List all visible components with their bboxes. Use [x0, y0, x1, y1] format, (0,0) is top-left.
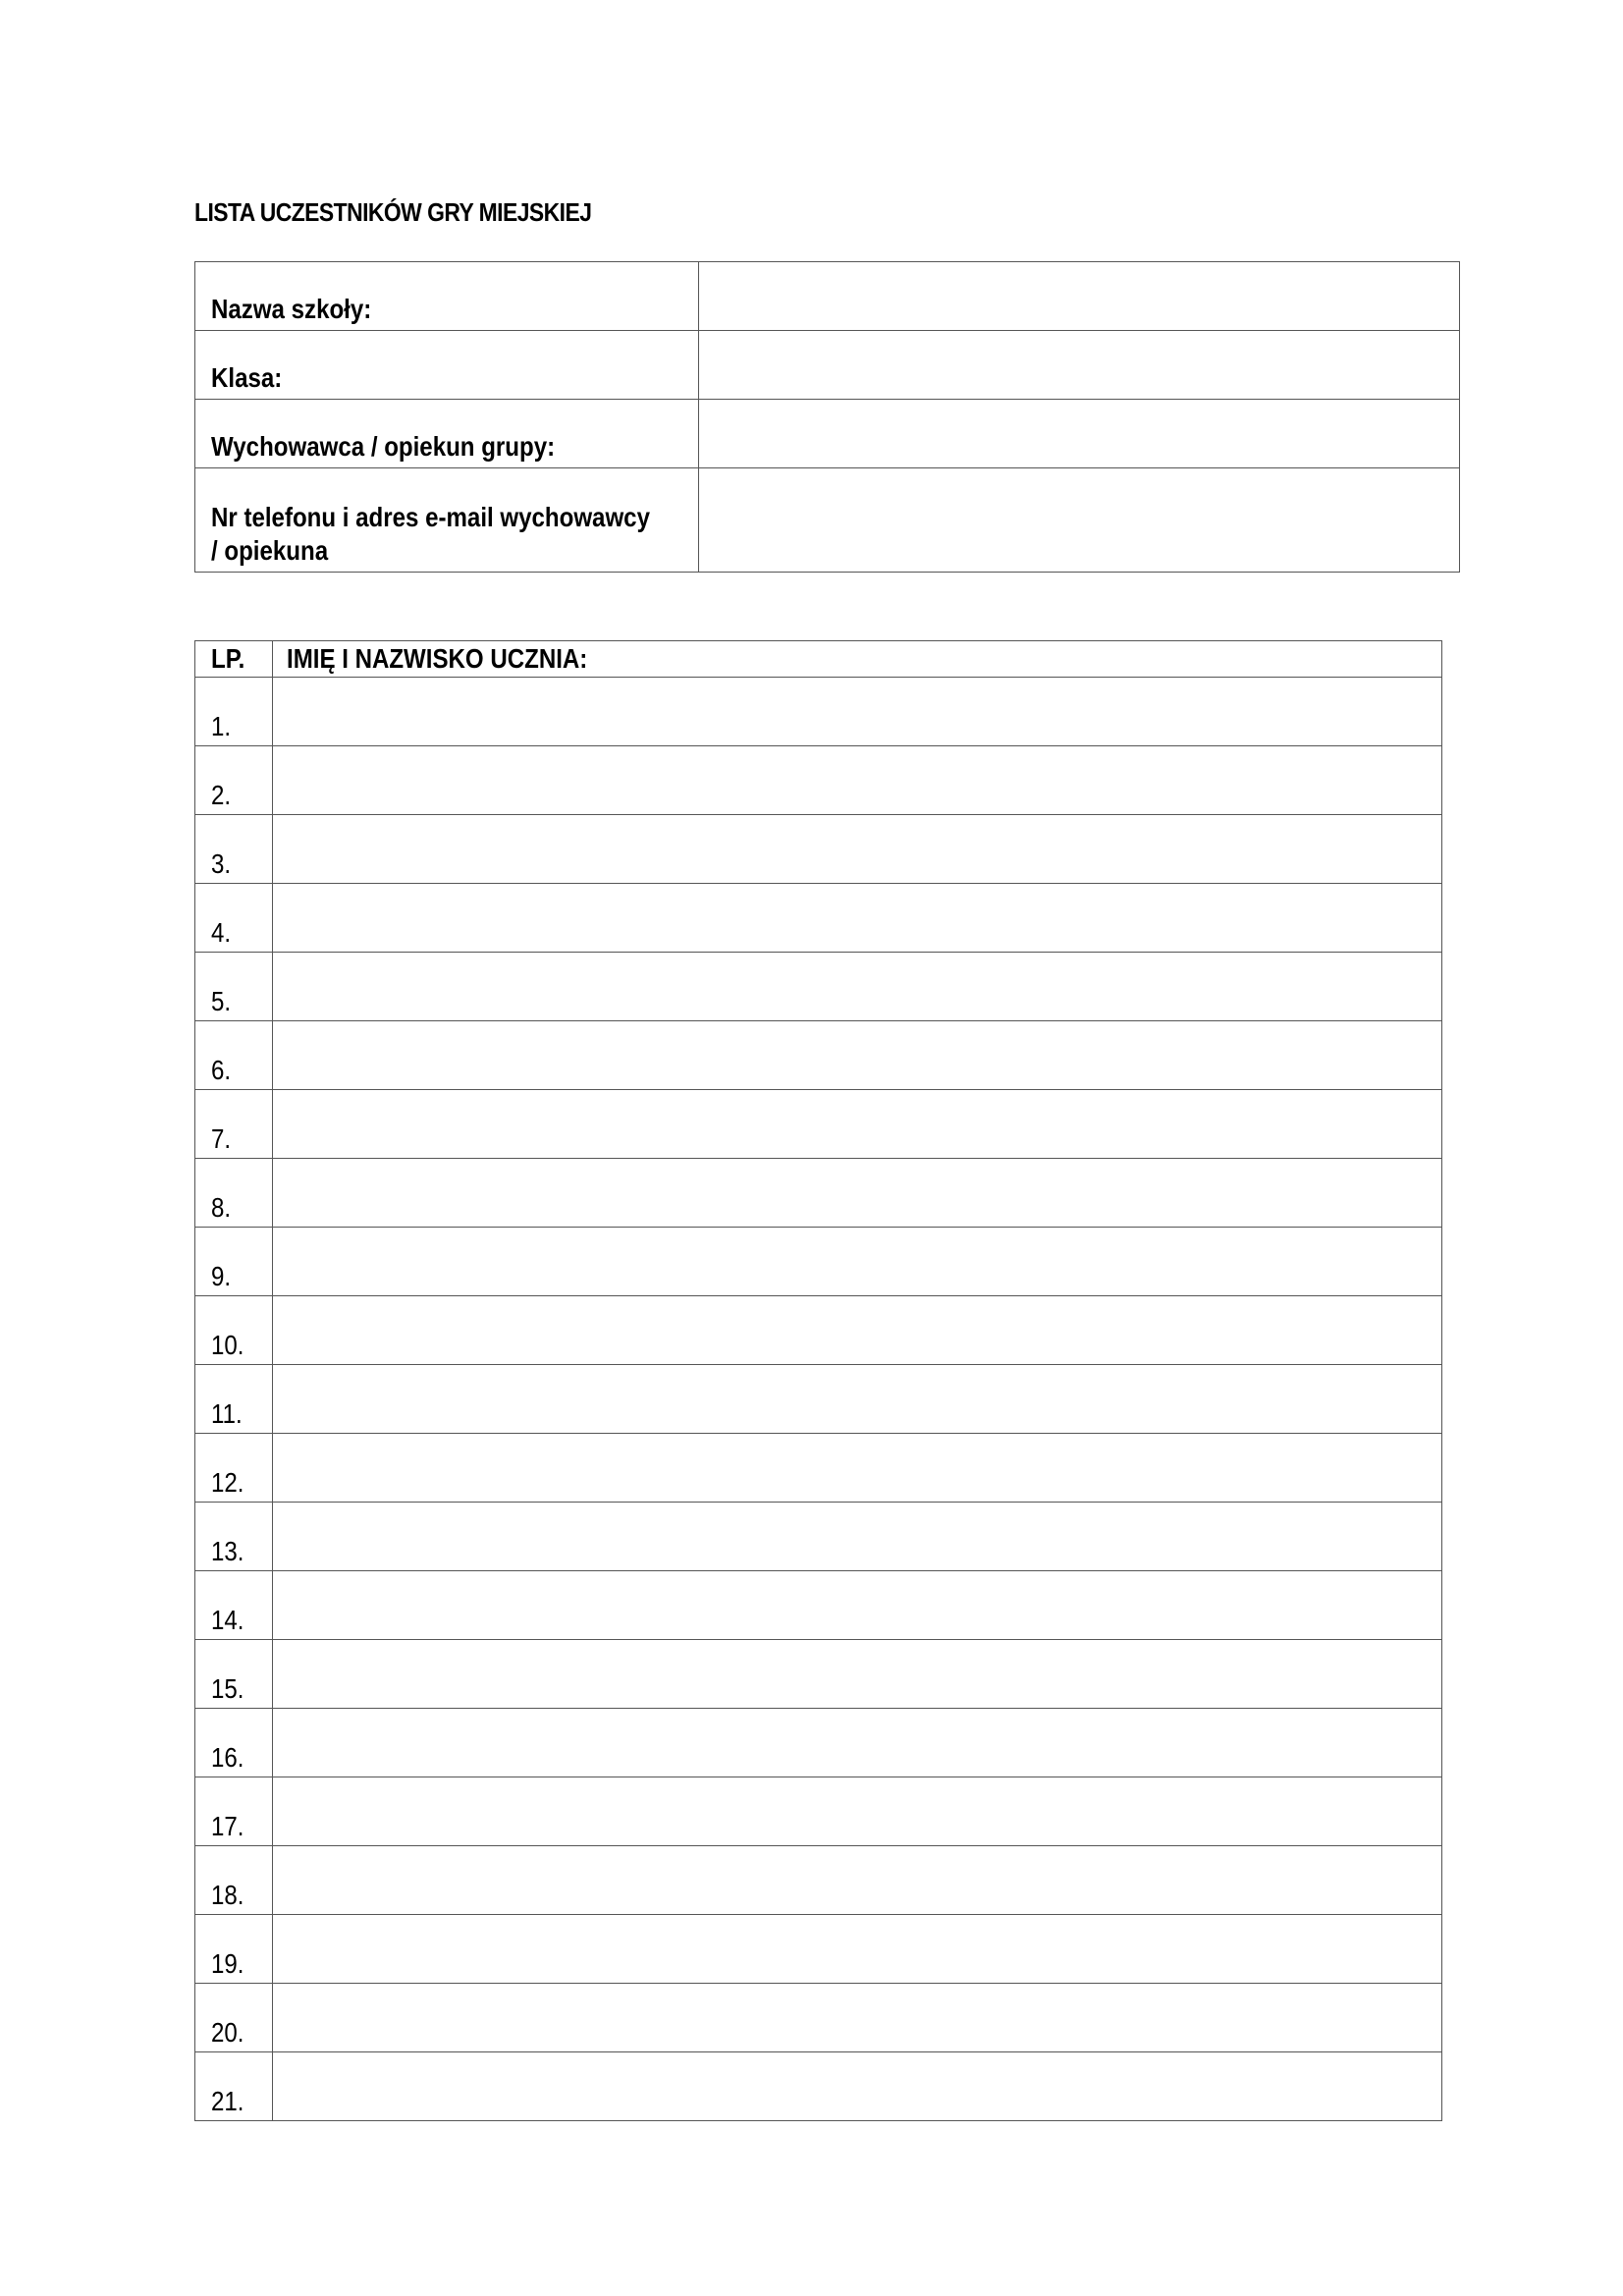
- participant-name-cell[interactable]: [273, 1434, 1442, 1503]
- table-row: [195, 2052, 1442, 2121]
- header-lp: LP.: [211, 643, 245, 674]
- row-number: 5.: [211, 986, 232, 1016]
- table-row: [195, 1021, 1442, 1090]
- table-row: [195, 678, 1442, 746]
- row-number-cell: [195, 678, 273, 746]
- table-row: [195, 1296, 1442, 1365]
- row-number: 18.: [211, 1880, 244, 1910]
- row-number-cell: [195, 1777, 273, 1846]
- participant-name-cell[interactable]: [273, 2052, 1442, 2121]
- participants-table: [194, 640, 1442, 2121]
- table-row: [195, 953, 1442, 1021]
- contact-label-line1: Nr telefonu i adres e-mail wychowawcy: [211, 502, 650, 532]
- page-title: LISTA UCZESTNIKÓW GRY MIEJSKIEJ: [194, 197, 592, 227]
- table-row: [195, 1503, 1442, 1571]
- participant-name-cell[interactable]: [273, 1090, 1442, 1159]
- contact-label-cell: [195, 468, 699, 573]
- table-row: [195, 1915, 1442, 1984]
- row-number-cell: [195, 1365, 273, 1434]
- school-row: [195, 262, 1460, 331]
- contact-label-line2: / opiekuna: [211, 535, 329, 566]
- tutor-label-cell: [195, 400, 699, 468]
- participant-name-cell[interactable]: [273, 1984, 1442, 2052]
- table-row: [195, 1159, 1442, 1228]
- header-lp-cell: [195, 641, 273, 678]
- row-number: 15.: [211, 1673, 244, 1704]
- participant-name-cell[interactable]: [273, 1846, 1442, 1915]
- table-row: [195, 1434, 1442, 1503]
- header-name-cell: [273, 641, 1442, 678]
- row-number: 7.: [211, 1123, 232, 1154]
- header-name: IMIĘ I NAZWISKO UCZNIA:: [287, 643, 588, 674]
- participant-name-cell[interactable]: [273, 1640, 1442, 1709]
- row-number-cell: [195, 746, 273, 815]
- participant-name-cell[interactable]: [273, 1021, 1442, 1090]
- row-number: 1.: [211, 711, 232, 741]
- participants-header-row: [195, 641, 1442, 678]
- row-number: 14.: [211, 1605, 244, 1635]
- class-value-cell[interactable]: [699, 331, 1460, 400]
- row-number-cell: [195, 815, 273, 884]
- participant-name-cell[interactable]: [273, 1159, 1442, 1228]
- row-number-cell: [195, 1915, 273, 1984]
- table-row: [195, 1571, 1442, 1640]
- row-number: 21.: [211, 2086, 244, 2116]
- participant-name-cell[interactable]: [273, 678, 1442, 746]
- row-number-cell: [195, 1159, 273, 1228]
- row-number: 3.: [211, 848, 232, 879]
- row-number: 19.: [211, 1948, 244, 1979]
- participant-name-cell[interactable]: [273, 953, 1442, 1021]
- row-number-cell: [195, 1228, 273, 1296]
- table-row: [195, 1090, 1442, 1159]
- table-row: [195, 1846, 1442, 1915]
- row-number-cell: [195, 1090, 273, 1159]
- row-number: 13.: [211, 1536, 244, 1566]
- participant-name-cell[interactable]: [273, 1228, 1442, 1296]
- table-row: [195, 1709, 1442, 1777]
- row-number-cell: [195, 1571, 273, 1640]
- table-row: [195, 1228, 1442, 1296]
- participant-name-cell[interactable]: [273, 746, 1442, 815]
- row-number-cell: [195, 1296, 273, 1365]
- row-number: 2.: [211, 780, 232, 810]
- participant-name-cell[interactable]: [273, 1709, 1442, 1777]
- participant-name-cell[interactable]: [273, 1777, 1442, 1846]
- participant-name-cell[interactable]: [273, 1915, 1442, 1984]
- row-number-cell: [195, 1021, 273, 1090]
- row-number-cell: [195, 1984, 273, 2052]
- school-label: Nazwa szkoły:: [211, 294, 372, 324]
- row-number-cell: [195, 1640, 273, 1709]
- row-number-cell: [195, 1434, 273, 1503]
- row-number-cell: [195, 2052, 273, 2121]
- row-number: 10.: [211, 1330, 244, 1360]
- participant-name-cell[interactable]: [273, 815, 1442, 884]
- class-label-cell: [195, 331, 699, 400]
- tutor-label: Wychowawca / opiekun grupy:: [211, 431, 556, 462]
- participant-name-cell[interactable]: [273, 1296, 1442, 1365]
- row-number: 6.: [211, 1055, 232, 1085]
- class-label: Klasa:: [211, 362, 283, 393]
- info-table: [194, 261, 1460, 573]
- row-number-cell: [195, 1709, 273, 1777]
- participant-name-cell[interactable]: [273, 1571, 1442, 1640]
- contact-value-cell[interactable]: [699, 468, 1460, 573]
- row-number: 17.: [211, 1811, 244, 1841]
- row-number: 11.: [211, 1398, 243, 1429]
- table-row: [195, 1365, 1442, 1434]
- table-row: [195, 815, 1442, 884]
- row-number: 20.: [211, 2017, 244, 2048]
- table-row: [195, 746, 1442, 815]
- table-row: [195, 1777, 1442, 1846]
- row-number-cell: [195, 1846, 273, 1915]
- row-number: 9.: [211, 1261, 232, 1291]
- tutor-value-cell[interactable]: [699, 400, 1460, 468]
- row-number-cell: [195, 1503, 273, 1571]
- table-row: [195, 1640, 1442, 1709]
- contact-row: [195, 468, 1460, 573]
- table-row: [195, 1984, 1442, 2052]
- school-label-cell: [195, 262, 699, 331]
- participant-name-cell[interactable]: [273, 1365, 1442, 1434]
- row-number-cell: [195, 953, 273, 1021]
- row-number-cell: [195, 884, 273, 953]
- row-number: 16.: [211, 1742, 244, 1773]
- tutor-row: [195, 400, 1460, 468]
- class-row: [195, 331, 1460, 400]
- row-number: 4.: [211, 917, 232, 948]
- row-number: 12.: [211, 1467, 244, 1498]
- row-number: 8.: [211, 1192, 232, 1223]
- participant-name-cell[interactable]: [273, 884, 1442, 953]
- school-value-cell[interactable]: [699, 262, 1460, 331]
- table-row: [195, 884, 1442, 953]
- participant-name-cell[interactable]: [273, 1503, 1442, 1571]
